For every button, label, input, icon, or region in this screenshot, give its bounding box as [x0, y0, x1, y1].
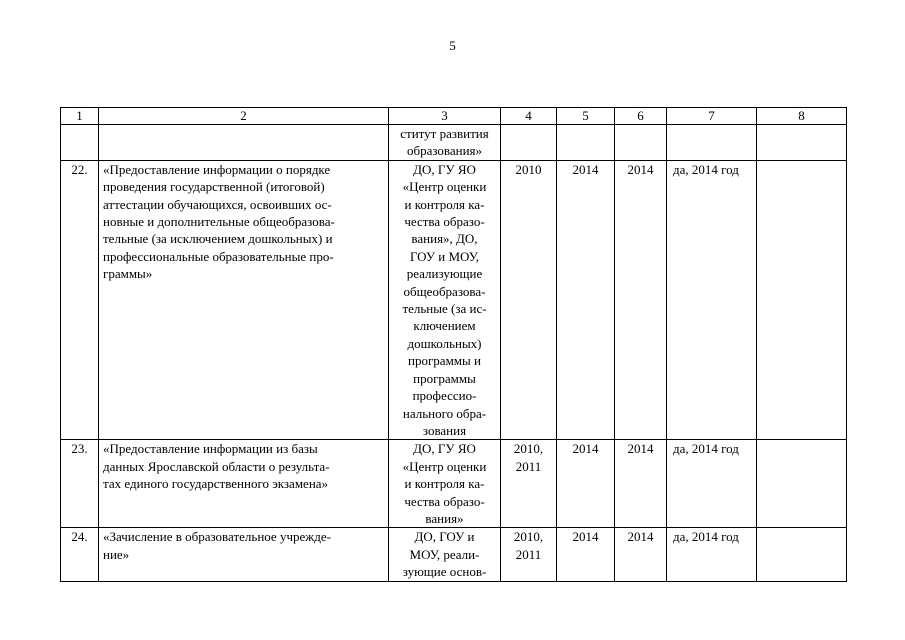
executor-line: профессио-: [412, 388, 477, 404]
column-number-row: [61, 108, 847, 125]
services-table: [60, 107, 847, 582]
table-row: [61, 125, 847, 161]
start-year-cell: [501, 440, 557, 528]
service-name-line: профессиональные образовательные про-: [103, 248, 334, 264]
executor-line: ДО, ГУ ЯО: [413, 441, 476, 457]
service-name-cell: [99, 440, 389, 528]
service-name-line: «Зачисление в образовательное учрежде-: [103, 529, 331, 545]
column-7-cell: [667, 160, 757, 440]
service-name-line: тельные (за исключением дошкольных) и: [103, 231, 333, 247]
service-name-line: граммы»: [103, 266, 153, 282]
table-row: [61, 160, 847, 440]
executor-cell: [389, 440, 501, 528]
column-header-7: 7: [667, 108, 757, 125]
column-6-cell: [615, 440, 667, 528]
column-5-cell: [557, 125, 615, 161]
executor-line: вания»: [425, 510, 464, 526]
column-5-cell: [557, 440, 615, 528]
executor-line: программы и: [408, 353, 481, 369]
column-6-cell: [615, 528, 667, 581]
column-header-2: 2: [99, 108, 389, 125]
start-year-line: 2011: [515, 458, 542, 474]
column-8-cell: [757, 160, 847, 440]
start-year-line: 2011: [515, 546, 542, 562]
start-year-line: 2010,: [513, 529, 544, 545]
column-8-cell: [757, 125, 847, 161]
column-5-value: 2014: [572, 441, 599, 457]
column-8-cell: [757, 440, 847, 528]
column-header-8: 8: [757, 108, 847, 125]
start-year-cell: [501, 528, 557, 581]
column-6-value: 2014: [627, 529, 654, 545]
executor-line: «Центр оценки: [402, 458, 487, 474]
service-name-line: новные и дополнительные общеобразова-: [103, 214, 335, 230]
column-7-cell: [667, 125, 757, 161]
start-year-line: 2010: [515, 161, 542, 177]
table-body: [61, 108, 847, 582]
executor-line: и контроля ка-: [404, 196, 485, 212]
start-year-cell: [501, 125, 557, 161]
executor-line: МОУ, реали-: [409, 546, 480, 562]
executor-line: ДО, ГОУ и: [414, 529, 475, 545]
column-header-5: 5: [557, 108, 615, 125]
service-name-cell: [99, 160, 389, 440]
column-5-value: 2014: [572, 529, 599, 545]
column-6-value: 2014: [627, 441, 654, 457]
executor-line: ключением: [413, 318, 476, 334]
executor-line: «Центр оценки: [402, 179, 487, 195]
start-year-line: 2010,: [513, 441, 544, 457]
executor-line: образования»: [406, 143, 483, 159]
table-row: [61, 440, 847, 528]
executor-line: программы: [413, 370, 476, 386]
executor-line: реализующие: [406, 266, 483, 282]
column-5-cell: [557, 160, 615, 440]
column-header-4: 4: [501, 108, 557, 125]
column-5-value: 2014: [572, 161, 599, 177]
service-name-line: данных Ярославской области о результа-: [103, 458, 330, 474]
executor-line: чества образо-: [404, 493, 485, 509]
start-year-cell: [501, 160, 557, 440]
executor-line: ДО, ГУ ЯО: [413, 161, 476, 177]
service-name-cell: [99, 125, 389, 161]
executor-line: дошкольных): [407, 335, 482, 351]
row-number: 23.: [71, 441, 88, 457]
service-name-cell: [99, 528, 389, 581]
row-number: 24.: [71, 529, 88, 545]
executor-cell: [389, 160, 501, 440]
executor-line: и контроля ка-: [404, 476, 485, 492]
column-header-3: 3: [389, 108, 501, 125]
column-6-cell: [615, 160, 667, 440]
column-6-cell: [615, 125, 667, 161]
column-header-6: 6: [615, 108, 667, 125]
column-7-cell: [667, 440, 757, 528]
executor-line: общеобразова-: [403, 283, 486, 299]
service-name-line: «Предоставление информации о порядке: [103, 161, 331, 177]
column-7-value: да, 2014 год: [673, 529, 739, 545]
service-name-line: тах единого государственного экзамена»: [103, 476, 329, 492]
row-number-cell: [61, 160, 99, 440]
executor-line: ГОУ и МОУ,: [409, 248, 480, 264]
row-number-cell: [61, 440, 99, 528]
service-name-line: аттестации обучающихся, освоивших ос-: [103, 196, 332, 212]
column-8-cell: [757, 528, 847, 581]
row-number-cell: [61, 528, 99, 581]
column-6-value: 2014: [627, 161, 654, 177]
service-name-line: «Предоставление информации из базы: [103, 441, 318, 457]
column-7-value: да, 2014 год: [673, 161, 739, 177]
service-name-line: проведения государственной (итоговой): [103, 179, 325, 195]
column-header-1: 1: [61, 108, 99, 125]
page-number: 5: [449, 38, 456, 53]
column-7-value: да, 2014 год: [673, 441, 739, 457]
executor-cell: [389, 528, 501, 581]
row-number: 22.: [71, 161, 88, 177]
executor-line: тельные (за ис-: [402, 301, 487, 317]
executor-line: зования: [422, 422, 467, 438]
column-5-cell: [557, 528, 615, 581]
column-7-cell: [667, 528, 757, 581]
table-row: [61, 528, 847, 581]
executor-line: вания», ДО,: [411, 231, 478, 247]
service-name-line: ние»: [103, 546, 130, 562]
row-number-cell: [61, 125, 99, 161]
executor-line: зующие основ-: [402, 564, 487, 580]
executor-line: нального обра-: [402, 405, 487, 421]
executor-line: ститут развития: [400, 126, 489, 141]
executor-line: чества образо-: [404, 214, 485, 230]
executor-cell: [389, 125, 501, 161]
